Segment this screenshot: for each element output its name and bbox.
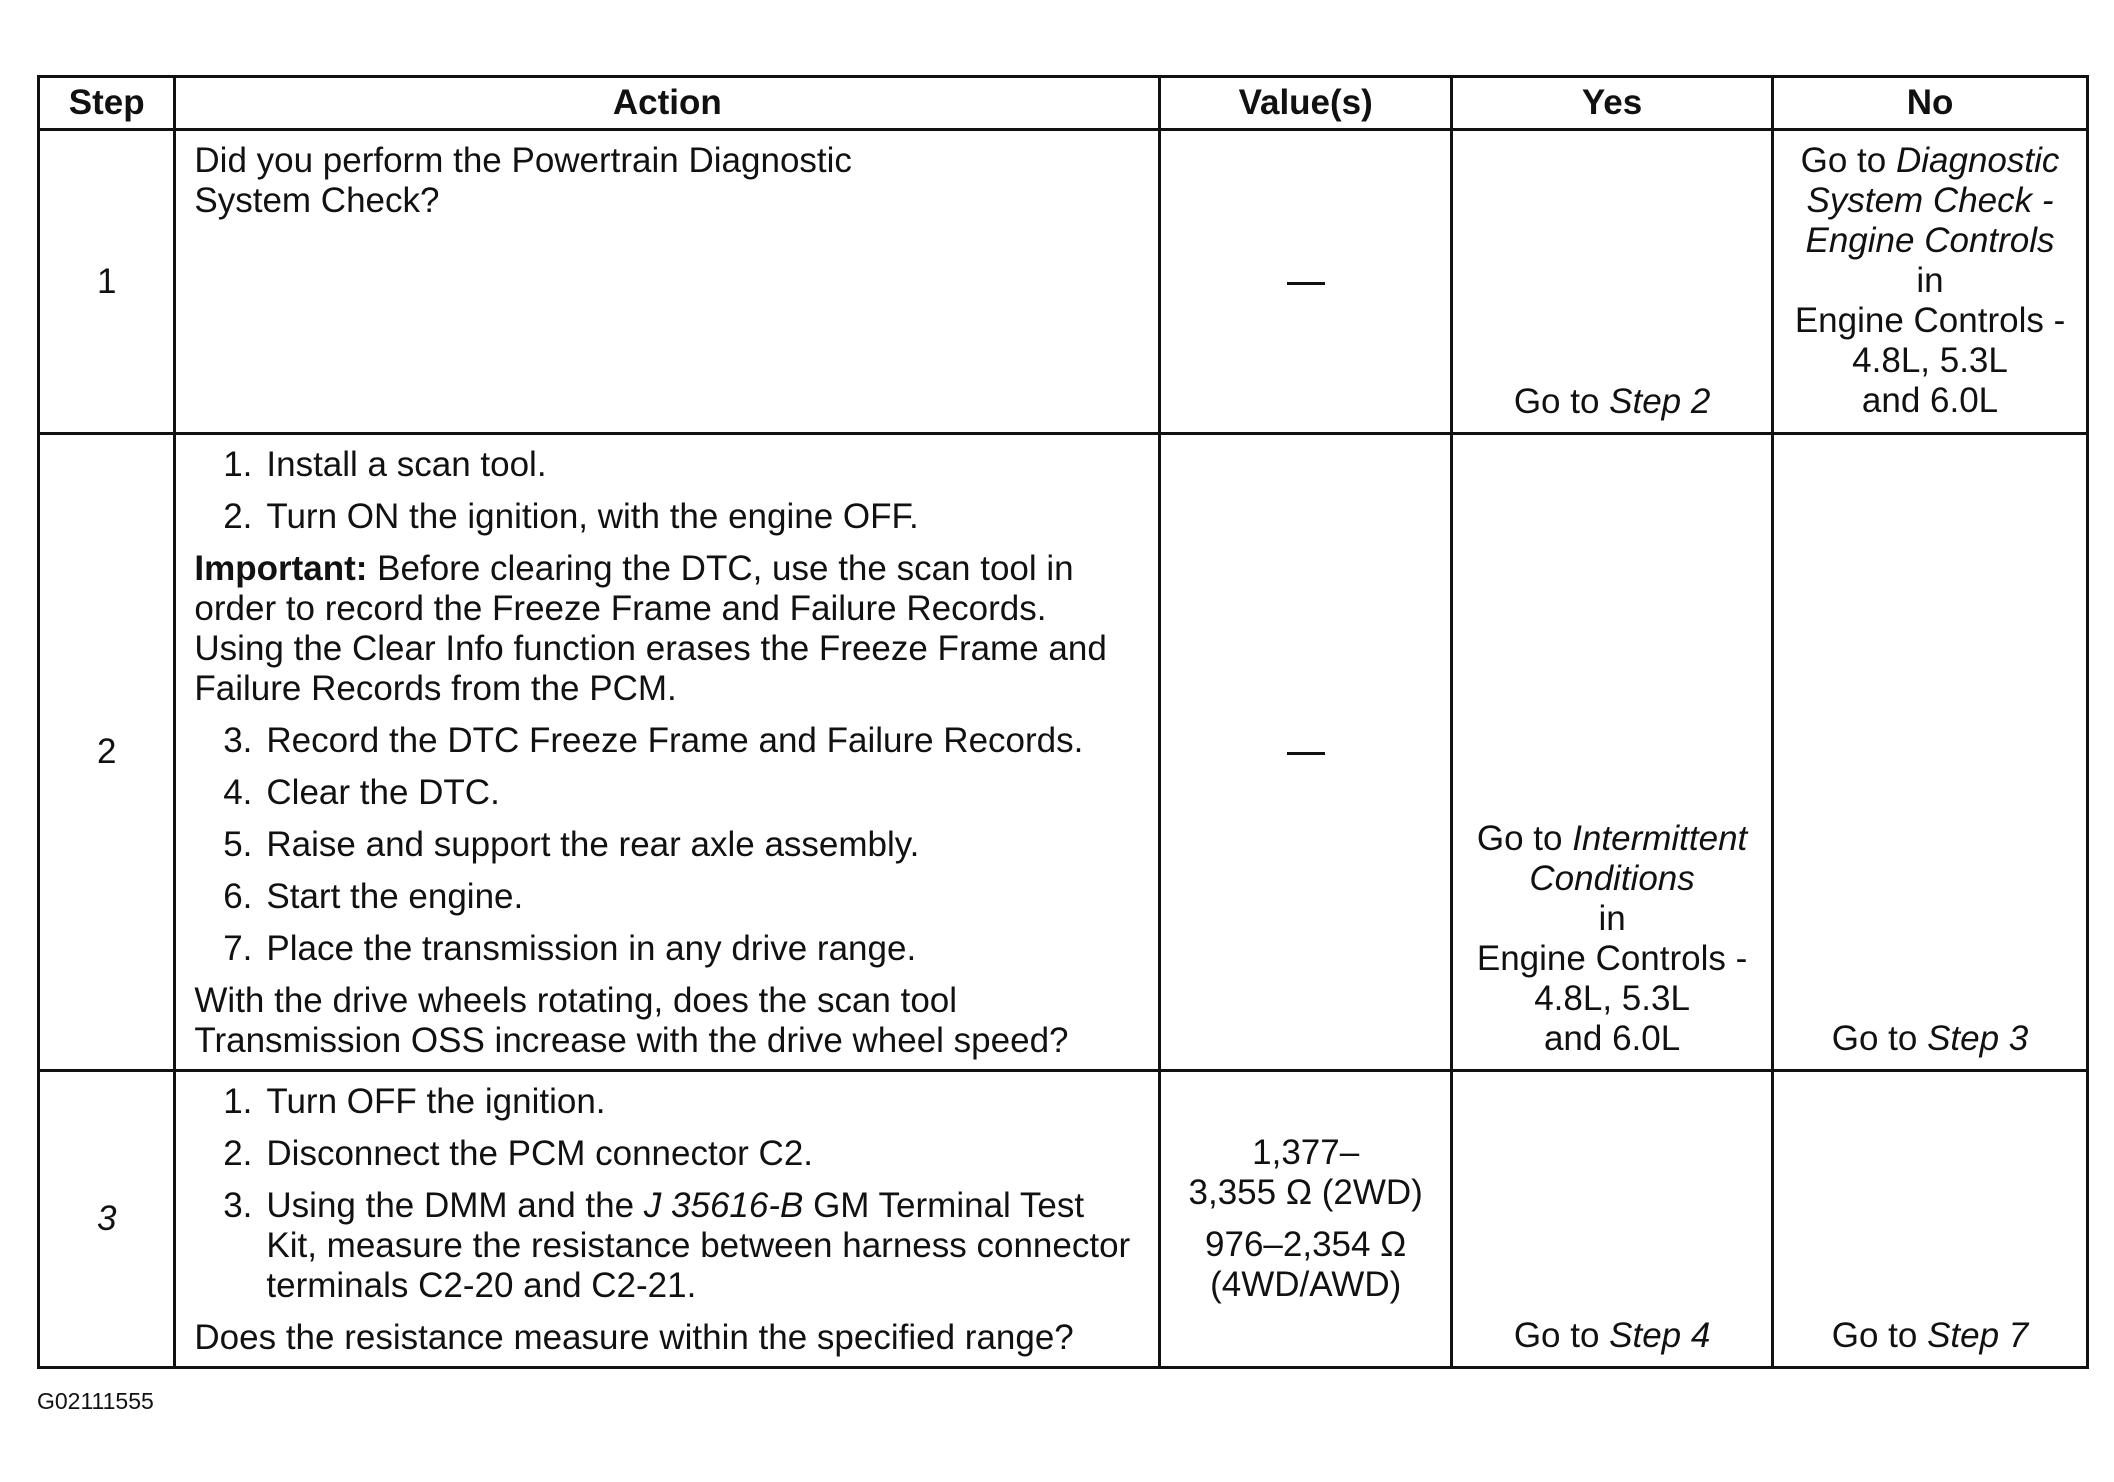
yes-link-step-2[interactable]: Step 2 [1609,382,1711,421]
yes-prefix: Go to [1476,819,1573,858]
yes-cell [1452,130,1773,434]
value-range-4wd-line2: (4WD/AWD) [1210,1265,1402,1304]
tool-reference: J 35616-B [643,1186,804,1225]
diagnostic-table [37,75,2089,1369]
no-link-diagnostic-system-check[interactable]: Diagnostic System Check - Engine Controls [1805,141,2060,260]
yes-prefix: Go to [1513,1316,1610,1355]
step-number: 1 [39,130,175,434]
no-ref-line3: and 6.0L [1861,381,1999,420]
value-range-4wd-line1: 976–2,354 Ω [1205,1225,1407,1264]
no-cell [1773,434,2088,1071]
step-index: 4. [223,773,253,812]
step-index: 1. [223,1082,253,1121]
list-item [194,445,1142,485]
step-index: 1. [223,445,253,484]
no-prefix: Go to [1831,1316,1928,1355]
step-text-pre: Using the DMM and the [266,1186,644,1225]
action-steps-b [194,721,1142,969]
table-row-step-1 [39,130,2088,434]
no-cell [1773,130,2088,434]
value-range-2wd-line2: 3,355 Ω (2WD) [1188,1173,1423,1212]
no-ref-line2: 4.8L, 5.3L [1852,341,2008,380]
action-question: With the drive wheels rotating, does the scan tool Transmission OSS increase with the drive wheel speed? [194,981,1069,1060]
header-no: No [1773,77,2088,130]
step-text: Turn OFF the ignition. [266,1082,606,1121]
list-item [194,1134,1142,1174]
important-label: Important: [194,549,368,588]
step-text: Place the transmission in any drive range. [266,929,917,968]
step-text: Record the DTC Freeze Frame and Failure Records. [266,721,1084,760]
step-index: 3. [223,721,253,760]
yes-cell [1452,1071,1773,1368]
yes-prefix: Go to [1513,382,1610,421]
yes-in: in [1598,899,1626,938]
important-text: Before clearing the DTC, use the scan tool in order to record the Freeze Frame and Failure Records. Using the Clear Info function erases the Freeze Frame and Failure Records from the PCM. [194,549,1107,708]
list-item [194,721,1142,761]
table-row-step-3 [39,1071,2088,1368]
list-item [194,1082,1142,1122]
header-yes: Yes [1452,77,1773,130]
no-cell [1773,1071,2088,1368]
table-row-step-2 [39,434,2088,1071]
step-number: 2 [39,434,175,1071]
header-action: Action [175,77,1160,130]
no-value-dash [1287,752,1325,755]
step-number: 3 [39,1071,175,1368]
no-ref-line1: Engine Controls - [1794,301,2066,340]
action-cell [175,130,1160,434]
header-step: Step [39,77,175,130]
action-steps [194,1082,1142,1306]
action-steps-a [194,445,1142,537]
step-text: Clear the DTC. [266,773,500,812]
list-item [194,497,1142,537]
step-index: 7. [223,929,253,968]
step-index: 2. [223,1134,253,1173]
important-note [194,549,1142,709]
no-link-step-7[interactable]: Step 7 [1927,1316,2029,1355]
list-item [194,929,1142,969]
figure-id: G02111555 [37,1388,154,1414]
no-link-step-3[interactable]: Step 3 [1927,1019,2029,1058]
step-text-post: GM Terminal Test Kit, measure the resistance between harness connector terminals C2-20 and C2-21. [266,1186,1131,1305]
no-value-dash [1287,282,1325,285]
step-index: 5. [223,825,253,864]
no-prefix: Go to [1800,141,1896,180]
yes-cell [1452,434,1773,1071]
yes-link-step-4[interactable]: Step 4 [1609,1316,1711,1355]
step-index: 3. [223,1186,253,1225]
list-item [194,1186,1142,1306]
list-item [194,773,1142,813]
yes-ref-line3: and 6.0L [1543,1019,1681,1058]
no-in: in [1916,261,1944,300]
step-text: Turn ON the ignition, with the engine OFF. [266,497,919,536]
list-item [194,825,1142,865]
action-question: Did you perform the Powertrain Diagnostic System Check? [194,141,852,220]
step-text: Start the engine. [266,877,524,916]
no-prefix: Go to [1831,1019,1928,1058]
yes-link-intermittent-conditions[interactable]: Intermittent Conditions [1529,819,1748,898]
step-index: 6. [223,877,253,916]
action-cell [175,1071,1160,1368]
list-item [194,877,1142,917]
action-cell [175,434,1160,1071]
header-row [39,77,2088,130]
step-text [266,1186,1142,1306]
value-range-2wd-line1: 1,377– [1252,1133,1360,1172]
yes-ref-line2: 4.8L, 5.3L [1534,979,1690,1018]
value-cell [1160,1071,1452,1368]
yes-ref-line1: Engine Controls - [1476,939,1748,978]
step-index: 2. [223,497,253,536]
action-question: Does the resistance measure within the specified range? [194,1318,1074,1357]
step-text: Raise and support the rear axle assembly. [266,825,920,864]
value-cell [1160,130,1452,434]
step-text: Install a scan tool. [266,445,547,484]
step-text: Disconnect the PCM connector C2. [266,1134,814,1173]
value-cell [1160,434,1452,1071]
header-values: Value(s) [1160,77,1452,130]
